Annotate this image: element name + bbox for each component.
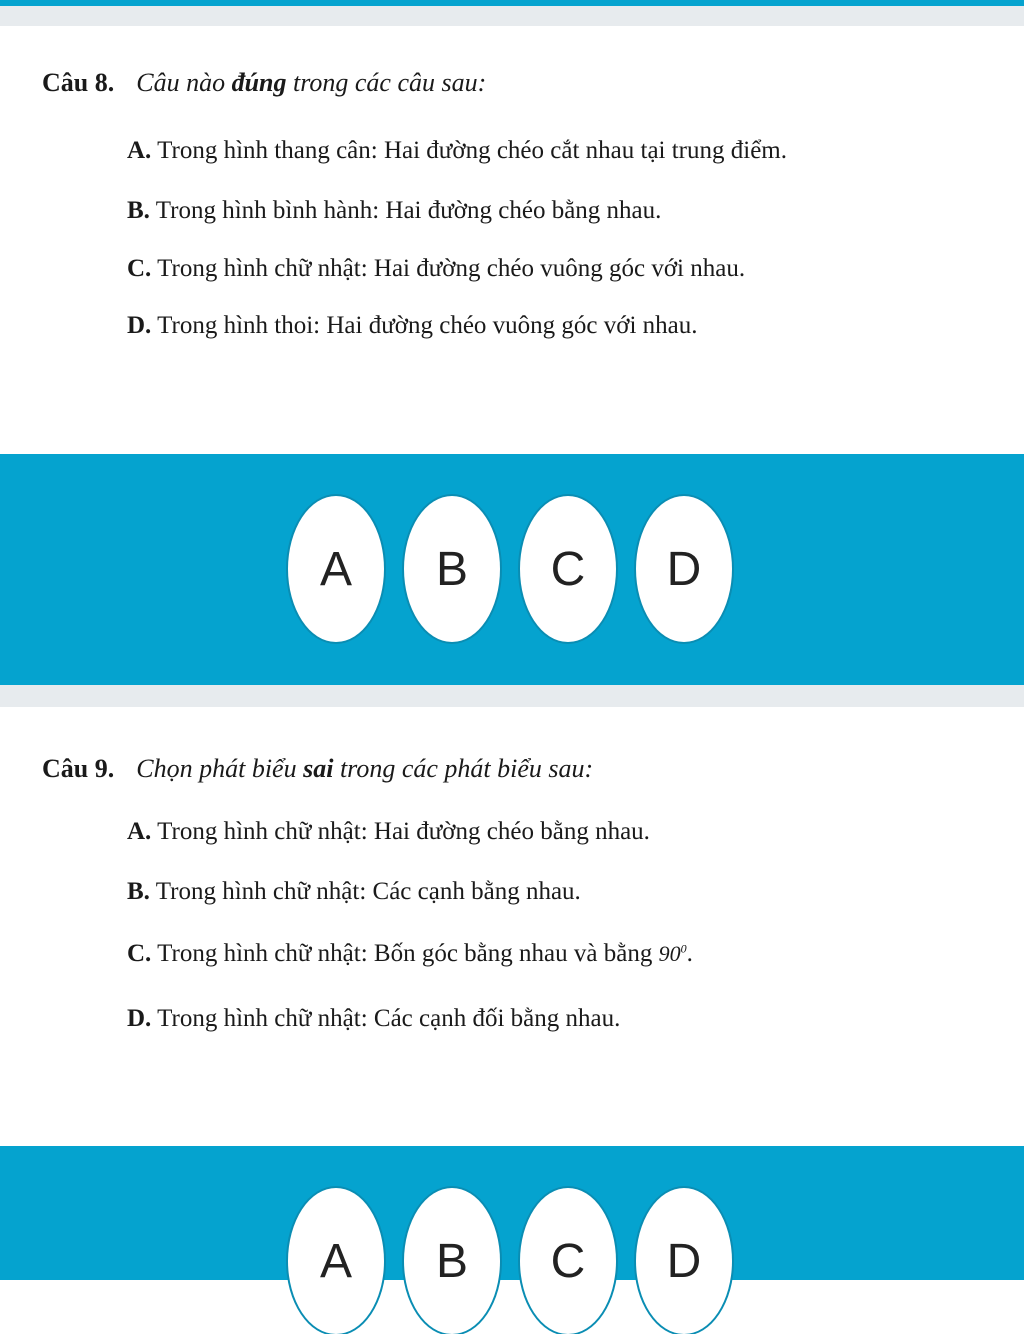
option-letter: A.: [127, 818, 152, 845]
option-letter: D.: [127, 312, 152, 339]
option-b: [127, 878, 581, 906]
option-d: [127, 1005, 620, 1033]
option-letter: C.: [127, 940, 152, 967]
question-heading: [42, 68, 486, 98]
answer-c-button[interactable]: C: [520, 1188, 616, 1334]
option-text: Trong hình chữ nhật: Các cạnh đối bằng nhau.: [151, 1005, 621, 1032]
degree-superscript: 0: [680, 941, 687, 956]
answer-a-button[interactable]: A: [288, 496, 384, 642]
answer-b-button[interactable]: B: [404, 1188, 500, 1334]
option-letter: B.: [127, 878, 150, 905]
answer-d-button[interactable]: D: [636, 496, 732, 642]
question-heading: [42, 754, 593, 784]
option-a: [127, 137, 787, 165]
option-text: Trong hình thoi: Hai đường chéo vuông góc với nhau.: [151, 312, 698, 339]
question-prompt: Câu nào đúng trong các câu sau:: [136, 68, 487, 97]
option-text: Trong hình bình hành: Hai đường chéo bằng nhau.: [149, 197, 662, 224]
answer-a-button[interactable]: A: [288, 1188, 384, 1334]
option-b: [127, 197, 661, 225]
option-c: C. Trong hình chữ nhật: Bốn góc bằng nhau và bằng $90^0$.: [127, 940, 693, 967]
option-letter: D.: [127, 1005, 152, 1032]
option-text: Trong hình thang cân: Hai đường chéo cắt nhau tại trung điểm.: [151, 137, 787, 164]
angle-value: $90^0$: [658, 941, 687, 966]
question-number: Câu 9.: [42, 754, 115, 783]
option-text: Trong hình chữ nhật: Bốn góc bằng nhau và bằng: [151, 940, 659, 967]
answer-c-button[interactable]: C: [520, 496, 616, 642]
option-letter: A.: [127, 137, 152, 164]
question-prompt: Chọn phát biểu sai trong các phát biểu sau:: [136, 754, 594, 783]
option-letter: C.: [127, 255, 152, 282]
answer-d-button[interactable]: D: [636, 1188, 732, 1334]
option-text: Trong hình chữ nhật: Hai đường chéo bằng nhau.: [151, 818, 650, 845]
section-divider: [0, 6, 1024, 26]
option-a: [127, 818, 650, 846]
answer-b-button[interactable]: B: [404, 496, 500, 642]
answer-bar-question-8: [0, 454, 1024, 685]
option-text: Trong hình chữ nhật: Hai đường chéo vuông góc với nhau.: [151, 255, 746, 282]
question-number: Câu 8.: [42, 68, 115, 97]
answer-bar-question-9: [0, 1146, 1024, 1288]
section-divider: [0, 685, 1024, 707]
option-c: [127, 255, 745, 283]
option-text: Trong hình chữ nhật: Các cạnh bằng nhau.: [149, 878, 581, 905]
option-d: [127, 312, 698, 340]
option-letter: B.: [127, 197, 150, 224]
